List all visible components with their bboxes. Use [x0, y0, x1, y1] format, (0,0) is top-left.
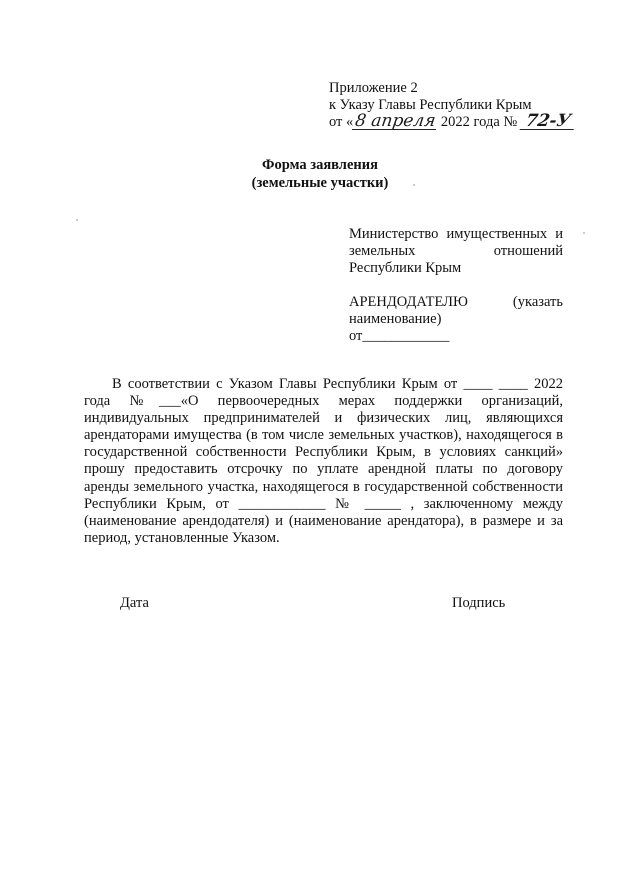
ministry-line3: Республики Крым: [349, 260, 462, 276]
ministry-word2: имущественных: [446, 226, 548, 242]
scan-speck: [76, 219, 78, 221]
lessor-line1: [349, 294, 563, 311]
appendix-header: [329, 80, 575, 131]
from-line: от____________: [349, 328, 450, 344]
lessor-word2: (указать: [512, 294, 563, 310]
appendix-date-prefix: от «: [329, 114, 354, 130]
appendix-date-mid: 2022 года №: [437, 114, 521, 130]
appendix-number: Приложение 2: [329, 80, 418, 96]
appendix-date-line: [329, 111, 575, 131]
ministry-line1: [349, 226, 563, 243]
handwritten-number: 72-У: [519, 114, 576, 130]
lessor-line2: наименование): [349, 311, 442, 327]
ministry-word3: и: [555, 226, 563, 242]
appendix-decree-ref: к Указу Главы Республики Крым: [329, 97, 532, 113]
date-label: Дата: [120, 595, 149, 611]
application-paragraph: В соответствии с Указом Главы Республики Крым от ____ ____ 2022 года №___«О первоочередных мерах поддержки организаций, индивидуальных предпринимателей и физических лиц, являющихся арендаторами имущества (в том числе земельных участков), находящегося в государственной собственности Республики Крым, в условиях санкций» прошу предоставить отсрочку по уплате арендной платы по договору аренды земельного участка, находящегося в государственной собственности Республики Крым, от ____________ № _____ , заключенному между (наименование арендодателя) и (наименование арендатора), в размере и за период, установленные Указом.: [84, 376, 563, 546]
application-body: [84, 376, 563, 547]
ministry-line2: [349, 243, 563, 260]
scan-speck: [413, 184, 415, 186]
form-title-line2: (земельные участки): [251, 175, 389, 191]
ministry-word1: Министерство: [349, 226, 439, 242]
ministry-word5: отношений: [493, 243, 563, 259]
form-title: [220, 156, 420, 192]
form-title-line1: Форма заявления: [262, 157, 378, 173]
ministry-word4: земельных: [349, 243, 416, 259]
handwritten-date: 8 апреля: [354, 111, 438, 131]
addressee-block: [349, 226, 563, 345]
signature-label: Подпись: [452, 595, 506, 611]
lessor-word1: АРЕНДОДАТЕЛЮ: [349, 294, 468, 310]
scan-speck: [583, 232, 585, 234]
